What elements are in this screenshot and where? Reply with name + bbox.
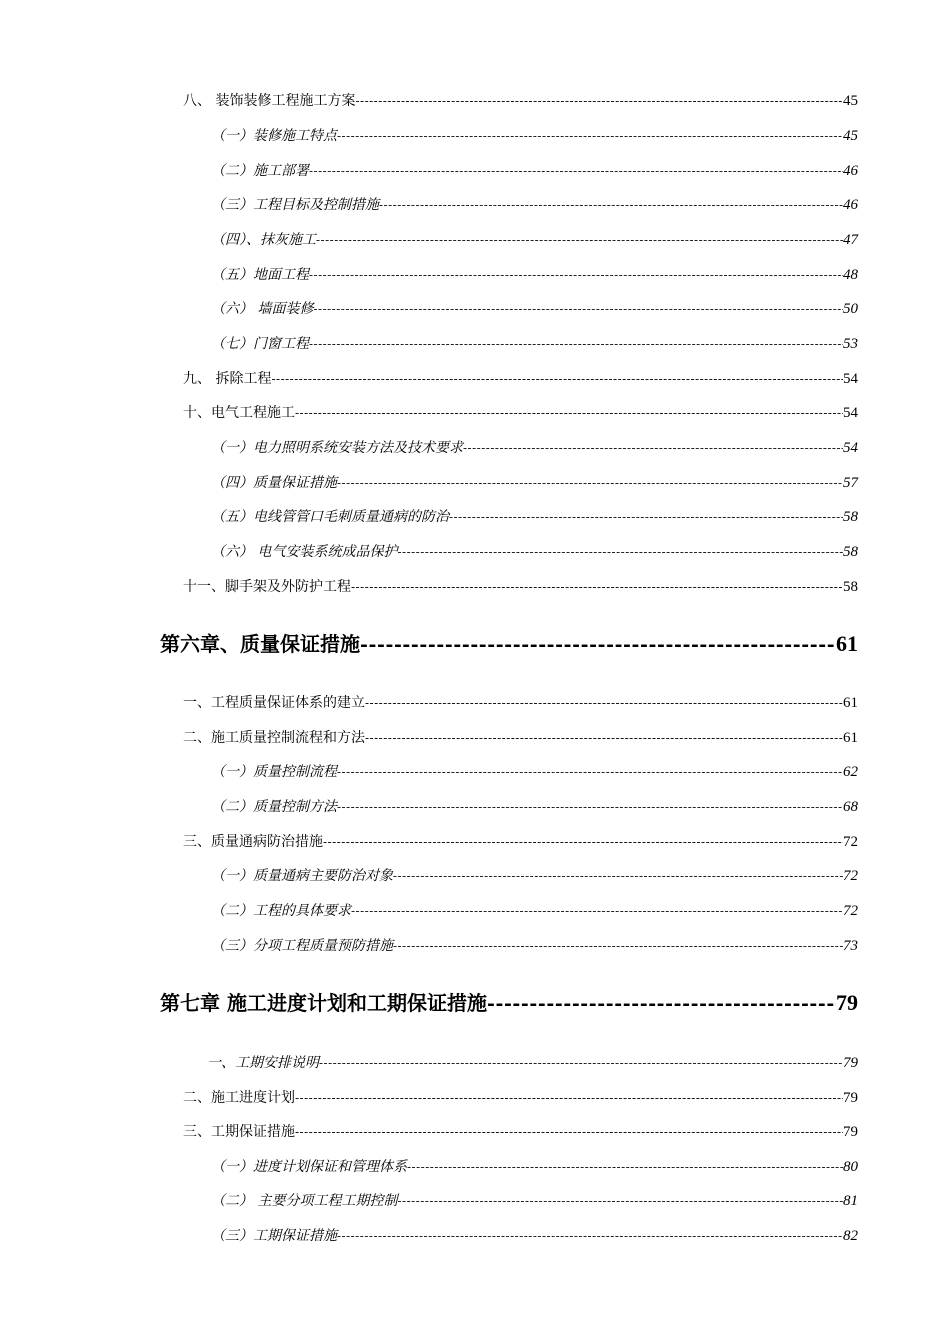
toc-entry-label: 十、电气工程施工 bbox=[183, 405, 295, 421]
toc-entry-label: （六） 墙面装修 bbox=[211, 301, 314, 317]
toc-page-number: 72 bbox=[843, 903, 858, 919]
toc-page-number: 48 bbox=[843, 267, 858, 283]
dot-leader bbox=[360, 634, 836, 656]
dot-leader bbox=[319, 1056, 843, 1070]
toc-entry[interactable] bbox=[211, 900, 858, 920]
toc-entry-label: （一）质量通病主要防治对象 bbox=[211, 868, 393, 884]
toc-entry[interactable] bbox=[183, 692, 858, 712]
toc-entry[interactable] bbox=[211, 264, 858, 284]
dot-leader bbox=[365, 731, 843, 745]
toc-page-number: 54 bbox=[843, 440, 858, 456]
toc-entry-label: （二）工程的具体要求 bbox=[211, 903, 351, 919]
toc-page-number: 46 bbox=[843, 197, 858, 213]
toc-page-number: 79 bbox=[843, 1090, 858, 1106]
toc-page-number: 82 bbox=[843, 1228, 858, 1244]
toc-page-number: 72 bbox=[843, 834, 858, 850]
toc-entry[interactable] bbox=[211, 437, 858, 457]
toc-page-number: 57 bbox=[843, 475, 858, 491]
toc-entry[interactable] bbox=[183, 402, 858, 422]
toc-page-number: 53 bbox=[843, 336, 858, 352]
toc-entry-label: （五）地面工程 bbox=[211, 267, 309, 283]
dot-leader bbox=[355, 94, 843, 108]
dot-leader bbox=[351, 580, 843, 594]
dot-leader bbox=[487, 993, 836, 1015]
toc-page-number: 61 bbox=[843, 695, 858, 711]
toc-entry[interactable] bbox=[211, 541, 858, 561]
dot-leader bbox=[316, 233, 843, 247]
toc-entry-label: 八、 装饰装修工程施工方案 bbox=[183, 93, 356, 109]
toc-entry-label: 三、工期保证措施 bbox=[183, 1124, 295, 1140]
dot-leader bbox=[313, 302, 843, 316]
dot-leader bbox=[379, 198, 843, 212]
toc-entry-label: （三）工期保证措施 bbox=[211, 1228, 337, 1244]
dot-leader bbox=[309, 164, 843, 178]
toc-page-number: 54 bbox=[843, 405, 858, 421]
dot-leader bbox=[309, 268, 843, 282]
dot-leader bbox=[295, 406, 843, 420]
dot-leader bbox=[271, 372, 843, 386]
dot-leader bbox=[449, 510, 843, 524]
dot-leader bbox=[393, 869, 843, 883]
toc-entry[interactable] bbox=[211, 472, 858, 492]
toc-page-number: 54 bbox=[843, 371, 858, 387]
toc-entry[interactable] bbox=[211, 1156, 858, 1176]
toc-entry-label: （六） 电气安装系统成品保护 bbox=[211, 544, 398, 560]
dot-leader bbox=[351, 904, 843, 918]
toc-page-number: 68 bbox=[843, 799, 858, 815]
toc-entry[interactable] bbox=[183, 1087, 858, 1107]
dot-leader bbox=[337, 1229, 843, 1243]
toc-entry-label: （四）质量保证措施 bbox=[211, 475, 337, 491]
toc-entry[interactable] bbox=[211, 333, 858, 353]
toc-entry-label: （二） 主要分项工程工期控制 bbox=[211, 1193, 398, 1209]
toc-chapter-heading[interactable] bbox=[160, 628, 858, 657]
toc-page-number: 58 bbox=[843, 509, 858, 525]
toc-entry-label: （三）工程目标及控制措施 bbox=[211, 197, 379, 213]
dot-leader bbox=[295, 1125, 843, 1139]
chapter-title: 第七章 施工进度计划和工期保证措施 bbox=[160, 991, 487, 1015]
toc-entry[interactable] bbox=[183, 1121, 858, 1141]
toc-entry-label: （四）、抹灰施工 bbox=[211, 232, 316, 248]
chapter-title: 第六章、质量保证措施 bbox=[160, 632, 360, 656]
toc-page-number: 50 bbox=[843, 301, 858, 317]
toc-page-number: 81 bbox=[843, 1193, 858, 1209]
toc-entry[interactable] bbox=[211, 229, 858, 249]
toc-entry-label: 三、质量通病防治措施 bbox=[183, 834, 323, 850]
toc-page-number: 46 bbox=[843, 163, 858, 179]
dot-leader bbox=[337, 800, 843, 814]
toc-entry[interactable] bbox=[183, 576, 858, 596]
toc-page-number: 79 bbox=[836, 990, 858, 1015]
dot-leader bbox=[463, 441, 843, 455]
toc-page-number: 79 bbox=[843, 1124, 858, 1140]
dot-leader bbox=[337, 765, 843, 779]
dot-leader bbox=[365, 696, 843, 710]
toc-entry[interactable] bbox=[211, 1225, 858, 1245]
dot-leader bbox=[337, 476, 843, 490]
toc-entry-label: （三）分项工程质量预防措施 bbox=[211, 938, 393, 954]
toc-entry-label: 一、工程质量保证体系的建立 bbox=[183, 695, 365, 711]
toc-entry[interactable] bbox=[211, 1190, 858, 1210]
toc-entry[interactable] bbox=[211, 194, 858, 214]
toc-entry[interactable] bbox=[211, 761, 858, 781]
dot-leader bbox=[295, 1091, 843, 1105]
toc-entry[interactable] bbox=[211, 506, 858, 526]
toc-page-number: 45 bbox=[843, 128, 858, 144]
toc-page-number: 58 bbox=[843, 579, 858, 595]
toc-entry[interactable] bbox=[183, 831, 858, 851]
toc-entry-label: （二）施工部署 bbox=[211, 163, 309, 179]
toc-entry-label: 九、 拆除工程 bbox=[183, 371, 272, 387]
dot-leader bbox=[309, 337, 843, 351]
toc-entry[interactable] bbox=[183, 368, 858, 388]
toc-entry-label: 一、工期安排说明 bbox=[207, 1055, 319, 1071]
toc-page-number: 72 bbox=[843, 868, 858, 884]
toc-entry[interactable] bbox=[211, 298, 858, 318]
dot-leader bbox=[397, 545, 843, 559]
toc-entry-label: （一）装修施工特点 bbox=[211, 128, 337, 144]
dot-leader bbox=[337, 129, 843, 143]
toc-page-number: 62 bbox=[843, 764, 858, 780]
toc-entry[interactable] bbox=[211, 935, 858, 955]
toc-page-number: 47 bbox=[843, 232, 858, 248]
toc-entry-label: （一）电力照明系统安装方法及技术要求 bbox=[211, 440, 463, 456]
toc-entry-label: 二、施工进度计划 bbox=[183, 1090, 295, 1106]
toc-entry[interactable] bbox=[183, 727, 858, 747]
dot-leader bbox=[323, 835, 843, 849]
toc-entry[interactable] bbox=[211, 865, 858, 885]
toc-entry-label: 二、施工质量控制流程和方法 bbox=[183, 730, 365, 746]
toc-page-number: 80 bbox=[843, 1159, 858, 1175]
toc-page-number: 73 bbox=[843, 938, 858, 954]
dot-leader bbox=[407, 1160, 843, 1174]
toc-entry[interactable] bbox=[211, 125, 858, 145]
toc-entry-label: （七）门窗工程 bbox=[211, 336, 309, 352]
toc-entry-label: （一）质量控制流程 bbox=[211, 764, 337, 780]
dot-leader bbox=[397, 1194, 843, 1208]
toc-page-number: 61 bbox=[843, 730, 858, 746]
toc-entry[interactable] bbox=[211, 160, 858, 180]
toc-page-number: 79 bbox=[843, 1055, 858, 1071]
toc-entry-label: 十一、脚手架及外防护工程 bbox=[183, 579, 351, 595]
toc-entry-label: （二）质量控制方法 bbox=[211, 799, 337, 815]
toc-entry[interactable] bbox=[211, 796, 858, 816]
toc-entry[interactable] bbox=[183, 90, 858, 110]
toc-page-number: 58 bbox=[843, 544, 858, 560]
dot-leader bbox=[393, 939, 843, 953]
toc-page-number: 45 bbox=[843, 93, 858, 109]
toc-chapter-heading[interactable] bbox=[160, 987, 858, 1016]
toc-page-number: 61 bbox=[836, 631, 858, 656]
toc-entry-label: （一）进度计划保证和管理体系 bbox=[211, 1159, 407, 1175]
toc-entry[interactable] bbox=[207, 1052, 858, 1072]
toc-entry-label: （五）电线管管口毛刺质量通病的防治 bbox=[211, 509, 449, 525]
